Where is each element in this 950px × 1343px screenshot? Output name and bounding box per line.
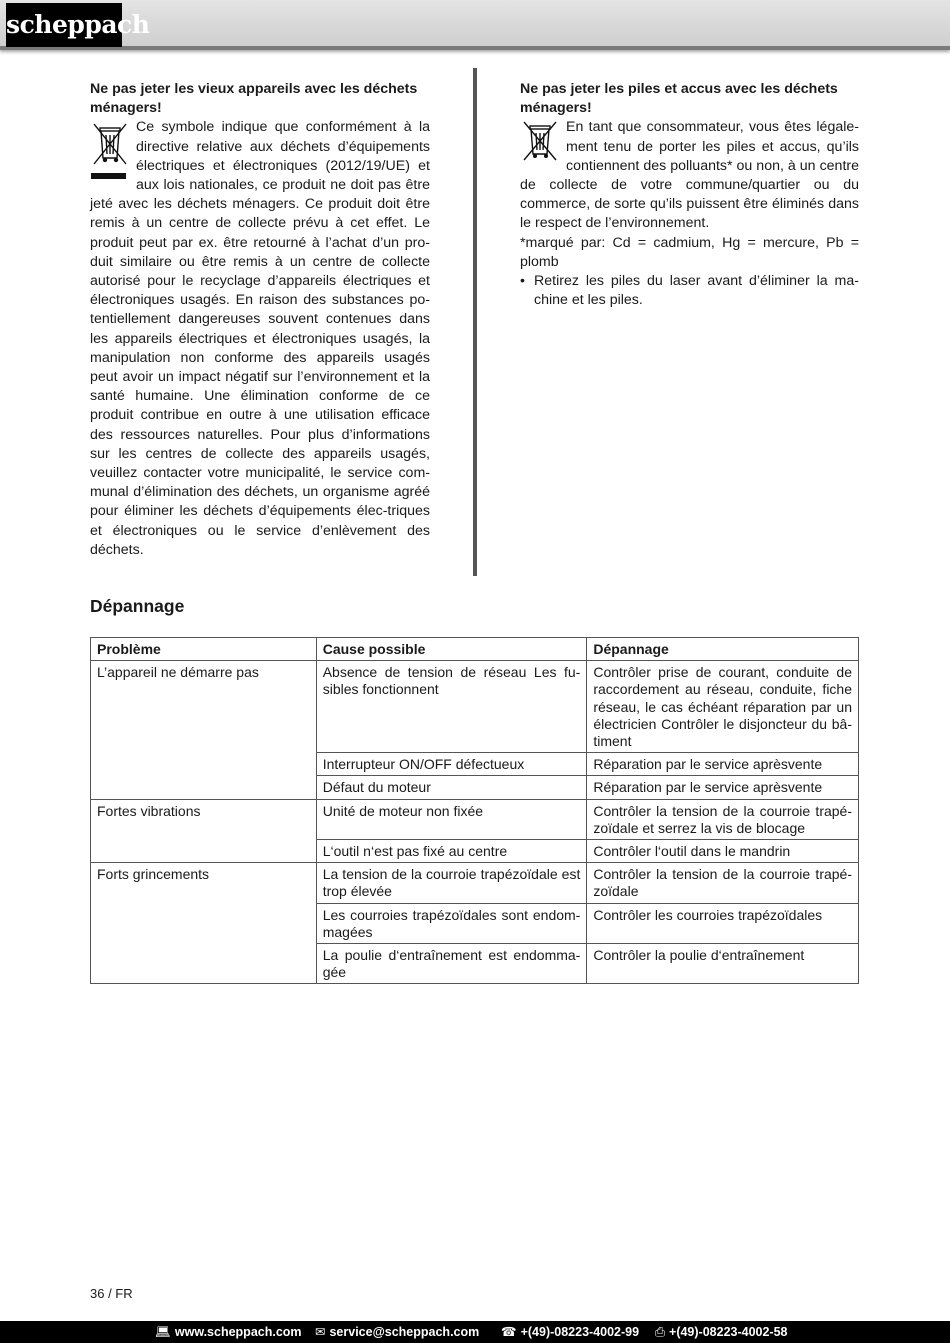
page-header <box>0 0 950 50</box>
brand-logo: scheppach <box>6 3 122 47</box>
problem-cell: Fortes vibrations <box>91 799 317 863</box>
cause-cell: L‘outil n‘est pas fixé au centre <box>316 840 587 863</box>
footer-phone[interactable] <box>501 1321 639 1343</box>
fax-text: +(49)-08223-4002-58 <box>669 1325 788 1339</box>
remedy-cell: Contrôler la tension de la courroie trapé-zoïdale et serrez la vis de blocage <box>587 799 859 839</box>
weee-heading: Ne pas jeter les vieux appareils avec les déchets ménagers! <box>90 81 418 117</box>
right-column <box>520 80 859 310</box>
bullet-item <box>520 272 859 310</box>
footer-website[interactable] <box>155 1321 302 1343</box>
left-column <box>90 80 430 560</box>
remedy-cell: Contrôler les courroies trapézoïdales <box>587 903 859 943</box>
footer-email[interactable] <box>315 1321 479 1343</box>
battery-body: En tant que consommateur, vous êtes légale-ment tenu de porter les piles et accus, qu’ils contiennent des polluants* ou non, à un centre de collecte de votre commune/quartier ou du commerce, de sorte qu’ils puissent être éliminés dans le respect de l’environnement. <box>520 119 859 232</box>
email-text: service@scheppach.com <box>329 1325 480 1339</box>
bullet-text: Retirez les piles du laser avant d’éliminer la ma-chine et les piles. <box>534 273 859 309</box>
remedy-cell: Réparation par le service aprèsvente <box>587 776 859 799</box>
battery-heading: Ne pas jeter les piles et accus avec les déchets ménagers! <box>520 81 838 117</box>
phone-icon: ☎︎ <box>501 1325 517 1339</box>
table-row <box>91 799 859 839</box>
remedy-cell: Contrôler la tension de la courroie trapé-zoïdale <box>587 863 859 903</box>
table-row <box>91 661 859 753</box>
website-text: www.scheppach.com <box>174 1325 302 1339</box>
weee-body: Ce symbole indique que conformément à la directive relative aux déchets d’équipements électriques et électroniques (2012/19/UE) et aux lois nationales, ce produit ne doit pas être jeté avec les déchets ménagers. Ce produit doit être remis à un centre de collecte prévu à cet effet. Le produit peut par ex. être retourné à l’achat d’un pro-duit similaire ou être remis à un centre de collecte autorisé pour le recyclage d’appareils électriques et électroniques usagés. En raison des substances po-tentiellement dangereuses souvent contenues dans les appareils électriques et électroniques usagés, la manipulation non conforme des appareils usagés peut avoir un impact négatif sur l’environnement et la santé humaine. Une élimination conforme de ce produit contribue en outre à une utilisation efficace des ressources naturelles. Pour plus d’informations sur les centres de collecte des appareils usagés, veuillez contacter votre municipalité, le service com-munal d’élimination des déchets, un organisme agréé pour éliminer les déchets d’équipements élec-triques et électroniques ou le service d’enlèvement des déchets. <box>90 119 430 558</box>
remedy-cell: Réparation par le service aprèsvente <box>587 753 859 776</box>
footer-fax[interactable] <box>655 1321 788 1343</box>
column-header: Problème <box>91 638 317 661</box>
cause-cell: Les courroies trapézoïdales sont endom-magées <box>316 903 587 943</box>
mail-icon: ✉︎ <box>315 1325 326 1339</box>
remedy-cell: Contrôler prise de courant, conduite de raccordement au réseau, conduite, fiche réseau, le cas échéant réparation par un électricien Contrôler le disjoncteur du bâ-timent <box>587 661 859 753</box>
bullet-marker: • <box>520 273 525 290</box>
column-header: Dépannage <box>587 638 859 661</box>
pollutant-note: *marqué par: Cd = cadmium, Hg = mercure, Pb = plomb <box>520 234 859 270</box>
crossed-bin-icon <box>90 120 130 182</box>
cause-cell: La tension de la courroie trapézoïdale est trop élevée <box>316 863 587 903</box>
phone-text: +(49)-08223-4002-99 <box>520 1325 640 1339</box>
cause-cell: La poulie d‘entraînement est endomma-gée <box>316 944 587 984</box>
remedy-cell: Contrôler la poulie d‘entraînement <box>587 944 859 984</box>
column-divider <box>473 68 477 576</box>
troubleshooting-table <box>90 637 859 984</box>
crossed-bin-icon <box>520 120 560 164</box>
fax-icon: ⎙ <box>655 1325 666 1339</box>
cause-cell: Défaut du moteur <box>316 776 587 799</box>
column-header: Cause possible <box>316 638 587 661</box>
cause-cell: Absence de tension de réseau Les fu-sibles fonctionnent <box>316 661 587 753</box>
table-row <box>91 863 859 903</box>
page-footer <box>0 1321 950 1343</box>
problem-cell: L’appareil ne démarre pas <box>91 661 317 799</box>
cause-cell: Interrupteur ON/OFF défectueux <box>316 753 587 776</box>
remedy-cell: Contrôler l‘outil dans le mandrin <box>587 840 859 863</box>
page-number: 36 / FR <box>90 1286 133 1301</box>
table-header-row <box>91 638 859 661</box>
computer-icon: 💻︎ <box>155 1325 171 1339</box>
cause-cell: Unité de moteur non fixée <box>316 799 587 839</box>
problem-cell: Forts grincements <box>91 863 317 984</box>
section-title: Dépannage <box>90 596 185 616</box>
